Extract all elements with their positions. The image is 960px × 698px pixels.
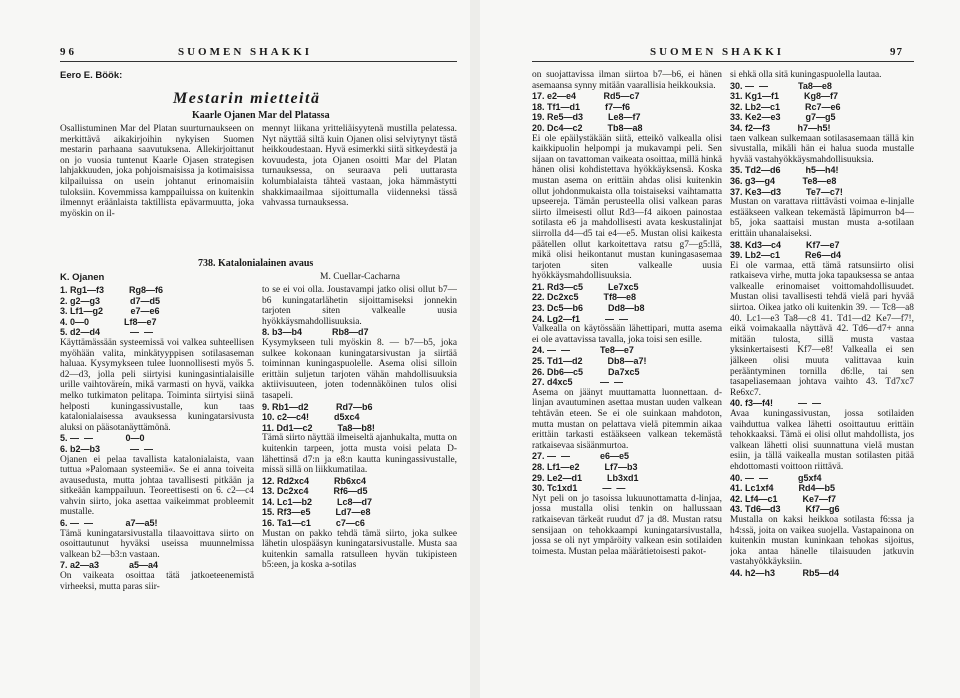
- annotation: taen valkean sulkemaan sotilasasemaan tällä kin sivustalla, mikäli hän ei halua suoda mustalle hyvää vastahyökkäysmahdollisuuksia.: [730, 133, 914, 165]
- page-number: 96: [60, 46, 77, 58]
- move-list: 35. Td2—d6 h5—h4! 36. g3—g4 Te8—e8 37. Ke3—d3 Te7—c7!: [730, 165, 843, 197]
- left-page: [0, 0, 470, 698]
- move-list: 1. Rg1—f3 Rg8—f6 2. g2—g3 d7—d5 3. Lf1—g2 e7—e6 4. 0—0 Lf8—e7 5. d2—d4 — —: [60, 285, 164, 338]
- page-number: 97: [890, 46, 903, 58]
- article-subtitle: Kaarle Ojanen Mar del Platassa: [192, 110, 330, 121]
- move-list: 30. — — Ta8—e8 31. Kg1—f1 Kg8—f7 32. Lb2—c1 Rc7—e6 33. Ke2—e3 g7—g5 34. f2—f3 h7—h5!: [730, 80, 841, 133]
- annotation: Valkealla on käytössään lähettipari, mutta asema ei ole avattavissa tavalla, joka toisi sen esille.: [532, 324, 722, 345]
- annotation: Avaa kuningassivustan, jossa sotilaiden vaihduttua valkea lähetti osoittautuu erittäin tehokkaaksi. Tämä ei olisi ollut mahdollista, jos valkean lähetti olisi suunnattuna vielä mustan esiin, ja tällä vaikealla mustan sotilasten pitää ehdottomasti voittoon riittävä.: [730, 409, 914, 472]
- left-col2-game: [262, 285, 457, 693]
- move-list: 8. b3—b4 Rb8—d7: [262, 327, 369, 338]
- move-list: 17. e2—e4 Rd5—c7 18. Tf1—d1 f7—f6 19. Re5—d3 Le8—f7 20. Dc4—c2 Tb8—a8: [532, 91, 643, 133]
- annotation: Mustan on pakko tehdä tämä siirto, joka sulkee lähetin ulospääsyn kuningatarsivustalle. Musta saa kuitenkin samalla ratsulleen hyvän tukipisteen b5:een, ja koska a-sotilas: [262, 528, 457, 571]
- move-list: 21. Rd3—c5 Le7xc5 22. Dc2xc5 Tf8—e8 23. Dc5—b6 Dd8—b8 24. Lg2—f1 — —: [532, 281, 645, 324]
- move-list: 40. — — g5xf4 41. Lc1xf4 Rd4—b5 42. Lf4—c1 Ke7—f7 43. Td6—d3 Kf7—g6: [730, 472, 840, 515]
- right-col2: [730, 70, 914, 693]
- article-title: Mestarin mietteitä: [173, 90, 321, 107]
- annotation: Ojanen ei pelaa tavallista katalonialaista, vaan tuttua »Palomaan systeemiä«. Se ei anna toiveita avausedusta, mutta johtaa tavallisesti pitkään ja sitkeään kamppailuun. Teoreettisesti on 6. c2—c4 vahvin siirto, joka asettaa vaikeimmat probleemit mustalle.: [60, 454, 254, 518]
- annotation: Mustalla on kaksi heikkoa sotilasta f6:ssa ja h4:ssä, joita on vaikea suojella. Vastapainona on kuitenkin mustan kuninkaan tehokas sijoitus, joka antaa hänelle tilaisuuden jatkuvin vastahyökkäyksiin.: [730, 514, 914, 568]
- annotation: Mustan on varattava riittävästi voimaa e-linjalle estääkseen valkean tekemästä läpimurron b4—b5, joka saattaisi mustan musta a-sotilaan erittäin uhanalaiseksi.: [730, 197, 914, 239]
- move-list: 44. h2—h3 Rb5—d4: [730, 567, 840, 578]
- header-rule: [60, 61, 457, 62]
- annotation: Ei ole varmaa, että tämä ratsunsiirto olisi ratkaiseva virhe, mutta joka tapauksessa se antaa valkealle erinomaiset voittomahdollisuudet. Mustan olisi tavallisesti tehdä vielä pari hyvää siirtoa. Oikea jatko oli kuitenkin 39. — Tc8—a8 40. Lc1—e3 Ta8—c8 41. Td1—d2 Ke7—f7!, eikä voimakaalla näyttävä 42. Td6—d7+ anna mitään tulosta, sillä musta vastaa yksinkertaisesti Kf7—e8! Valkealla ei sen jälkeen olisi muuta valittavaa kuin perääntyminen tornilla d6:lle, tai sen tasapeliasemaan johtava vaihto 43. Td7xc7 Re6xc7.: [730, 260, 914, 398]
- annotation: Ei ole epäilystäkään siitä, etteikö valkealla olisi kaikkipuolin helpompi ja mukavampi peli. Sen sijaan on tavattoman vaikeata osoittaa, millä hinkä hänen olisi kohdistettava hyökkäyksensä. Koska mustan asema on erittäin ahdas olisi kuitenkin ollut johdonmukaista olla toistaiseksi vaihtamatta upseereja. Tämän perusteella olisi valkean paras siirto ilmeisesti ollut Rd3—f4 aikoen painostaa sotilasta e6 ja mahdollisesti avata keskustalinjat siirrolla d4—d5 tai e4—e5. Mustan olisi kaikesta päätellen ollut karkoitettava ratsu g7—g5:llä, mikä olisi heikontanut mustan kuningasasemaa tarjoten siten valkealle uusia hyökkäysmahdollisuuksia.: [532, 133, 722, 282]
- move-list: 12. Rd2xc4 Rb6xc4 13. Dc2xc4 Rf6—d5 14. Lc1—b2 Lc8—d7 15. Rf3—e5 Ld7—e8 16. Ta1—c1 c7—c6: [262, 475, 373, 529]
- annotation: Käyttämässään systeemissä voi valkea suhteellisen myöhään valita, minkätyyppisen sotilasaseman haluaa. Kysymykseen tulee luonnollisesti myös 5. d2—d3, jolla peli siirtyisi kuningasintialaisille urille vaihtoväreín, mikä varmasti on hyvä, vaikka melko tutkimaton pelitapa. Toiminta siirtyisi siinä helposti kuningassivustalle, kun taas katalonialaisessa avauksessa kuningatarsivusta aluksi on pääsotanäyttämönä.: [60, 337, 254, 433]
- right-col1: [532, 70, 722, 693]
- running-head: SUOMEN SHAKKI: [650, 46, 785, 58]
- annotation: Tämä kuningatarsivustalla tilaavoittava siirto on osoittautunut hyväksi useissa muunnelmissa valkean b2—b3:n vastaan.: [60, 528, 254, 560]
- annotation: on suojattavissa ilman siirtoa b7—b6, ei hänen asemaansa synny mitään vaarallisia heikkouksia.: [532, 70, 722, 91]
- right-page: [480, 0, 960, 698]
- paragraph: Osallistuminen Mar del Platan suurturnaukseen on merkittävä aikakirjoihin nykyisen Suomen mestarin parhaana saavutuksena. Allekirjoittanut on jo vuosia tuntenut Kaarle Ojasen strategisen lahjakkuuden, joka pohjoismaisissa ja kotimaisissa kilpailuissa on usein johtanut erinomaisiin tuloksiin. Kovemmissa kamppailuissa on kuitenkin ilmennyt eräänlaista taktillista epävarmuutta, joka myöskin on il-: [60, 124, 254, 219]
- move-list: 5. — — 0—0 6. b2—b3 — —: [60, 433, 154, 454]
- annotation: On vaikeata osoittaa tätä jatkoeteenemistä virheeksi, mutta paras siir-: [60, 571, 254, 592]
- annotation: Kysymykseen tuli myöskin 8. — b7—b5, joka sulkee kokonaan kuningatarsivustan ja siirtää toiminnan kuningaspuolelle. Asema olisi silloin erittäin suljetun tarjoten vähän mahdollisuuksia aktiivisuuteen, joten todennäköinen tulos olisi tasapeli.: [262, 337, 457, 401]
- annotation: Tämä siirto näyttää ilmeiseltä ajanhukalta, mutta on kuitenkin tarpeen, jotta musta voisi pelata D-lähettinsä d7:n ja e8:n kautta kuningassivustalle, missä sillä on liikkumatilaa.: [262, 433, 457, 476]
- black-player: M. Cuellar-Cacharna: [320, 272, 400, 282]
- running-head: SUOMEN SHAKKI: [178, 46, 313, 58]
- move-list: 27. — — e6—e5 28. Lf1—e2 Lf7—b3 29. Le2—d1 Lb3xd1 30. Tc1xd1 — —: [532, 451, 639, 494]
- left-col2-intro: [262, 124, 457, 254]
- author-byline: Eero E. Böök:: [60, 70, 123, 81]
- game-heading: 738. Katalonialainen avaus: [198, 258, 314, 269]
- left-col1-intro: [60, 124, 254, 254]
- page-gutter: [470, 0, 480, 698]
- move-list: 40. f3—f4! — —: [730, 398, 822, 409]
- move-list: 7. a2—a3 a5—a4: [60, 560, 159, 571]
- move-list: 24. — — Te8—e7 25. Td1—d2 Db8—a7! 26. Db6—c5 Da7xc5 27. d4xc5 — —: [532, 345, 647, 388]
- white-player: K. Ojanen: [60, 272, 105, 283]
- annotation: Asema on jäänyt muuttamatta luonnettaan. d-linjan avautuminen asettaa mustan uuden valkean tehtävän eteen. Se ei ole suinkaan mahdoton, mutta mustan on pelattava vielä pitemmin aikaa erittäin tarkasti estääkseen valkean tekemästä ratkaisevaa sisäänmurtoa.: [532, 387, 722, 451]
- move-list: 6. — — a7—a5!: [60, 518, 158, 529]
- paragraph: mennyt liikana yritteliäisyytenä mustilla pelatessa. Nyt näyttää siltä kuin Ojanen olisi selviytynyt tästä heikkoudestaan. Hyvä esimerkki siitä sitkeydestä ja kovuudesta, jota Ojanen osoitti Mar del Platan turnauksessa, on seuraava peli uuttarasta kolumbialaista tähteä vastaan, joka hämmästytti shakkimaailmaa sijoittumalla viidenneksi tässä vahvassa turnauksessa.: [262, 124, 457, 209]
- annotation: to se ei voi olla. Joustavampi jatko olisi ollut b7—b6 kuningatarlähetin sijoittamiseksi jonnekin tarjoten siten valkealle uusia hyökkäysmahdollisuuksia.: [262, 285, 457, 327]
- annotation: si ehkä olla sitä kuningaspuolella lautaa.: [730, 70, 882, 80]
- header-rule: [532, 61, 914, 62]
- left-col1-game: [60, 285, 254, 693]
- move-list: 38. Kd3—c4 Kf7—e7 39. Lb2—c1 Re6—d4: [730, 239, 842, 261]
- move-list: 9. Rb1—d2 Rd7—b6 10. c2—c4! d5xc4 11. Dd1—c2 Ta8—b8!: [262, 401, 375, 433]
- annotation: Nyt peli on jo tasoissa lukuunottamatta d-linjaa, jossa mustalla olisi tenkin on hallussaan ratkaisevan tärkeät ruudut d7 ja d8. Mustan ratsu sensijaan on tehokkaampi kuningatarsivustalla, jossa se oli nyt ympäröity valkean esin sotilaiden toimesta. Mustan pelaa määrätietoisesti pakot-: [532, 493, 722, 557]
